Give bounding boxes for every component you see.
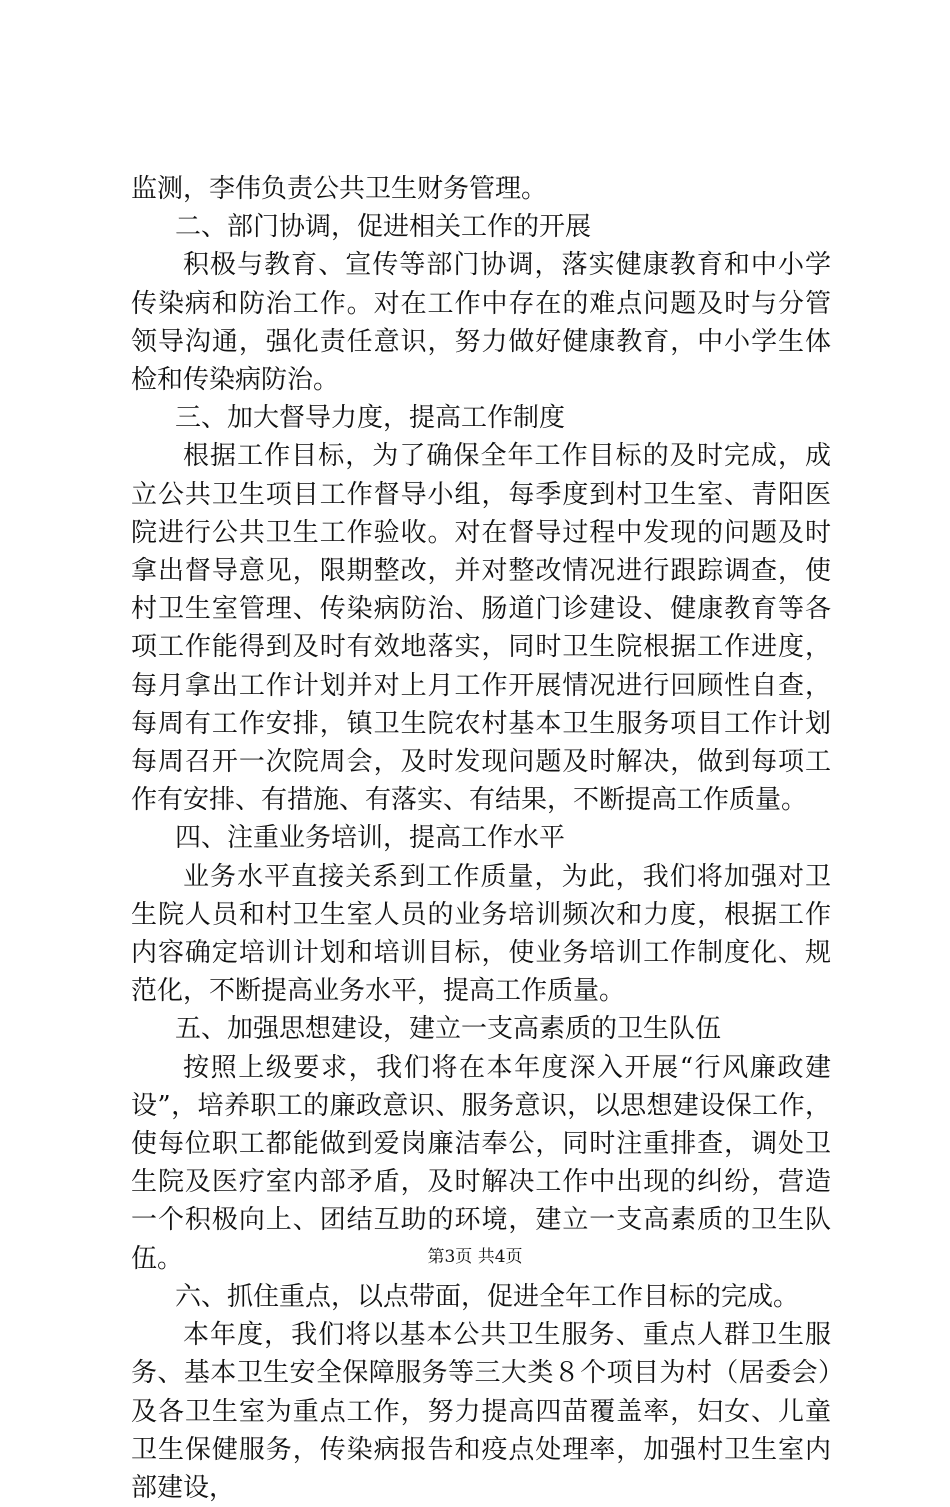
- section-heading-6: 六、抓住重点，以点带面，促进全年工作目标的完成。: [175, 1281, 800, 1312]
- section-heading-3: 三、加大督导力度，提高工作制度: [175, 403, 566, 434]
- paragraph: 积极与教育、宣传等部门协调，落实健康教育和中小学传染病和防治工作。对在工作中存在的难点问题及时与分管领导沟通，强化责任意识，努力做好健康教育，中小学生体检和传染病防治。: [131, 250, 831, 396]
- section-heading-5: 五、加强思想建设，建立一支高素质的卫生队伍: [175, 1014, 722, 1045]
- section-heading-4: 四、注重业务培训，提高工作水平: [175, 823, 566, 854]
- section-heading-2: 二、部门协调，促进相关工作的开展: [175, 212, 592, 243]
- paragraph: 业务水平直接关系到工作质量，为此，我们将加强对卫生院人员和村卫生室人员的业务培训频次和力度，根据工作内容确定培训计划和培训目标，使业务培训工作制度化、规范化，不断提高业务水平，提高工作质量。: [131, 861, 831, 1007]
- document-body: [131, 170, 831, 1507]
- page-number-footer: 第3页 共4页: [427, 1247, 523, 1267]
- paragraph: 本年度，我们将以基本公共卫生服务、重点人群卫生服务、基本卫生安全保障服务等三大类８个项目为村（居委会）及各卫生室为重点工作，努力提高四苗覆盖率，妇女、儿童卫生保健服务，传染病报告和疫点处理率，加强村卫生室内部建设，: [131, 1320, 831, 1503]
- paragraph-continued: 监测，李伟负责公共卫生财务管理。: [131, 174, 548, 204]
- paragraph: 根据工作目标，为了确保全年工作目标的及时完成，成立公共卫生项目工作督导小组，每季度到村卫生室、青阳医院进行公共卫生工作验收。对在督导过程中发现的问题及时拿出督导意见，限期整改，并对整改情况进行跟踪调查，使村卫生室管理、传染病防治、肠道门诊建设、健康教育等各项工作能得到及时有效地落实，同时卫生院根据工作进度，每月拿出工作计划并对上月工作开展情况进行回顾性自查，每周有工作安排，镇卫生院农村基本卫生服务项目工作计划每周召开一次院周会，及时发现问题及时解决，做到每项工作有安排、有措施、有落实、有结果，不断提高工作质量。: [131, 441, 831, 816]
- paragraph: 按照上级要求，我们将在本年度深入开展“行风廉政建设”，培养职工的廉政意识、服务意识，以思想建设保工作，使每位职工都能做到爱岗廉洁奉公，同时注重排查，调处卫生院及医疗室内部矛盾，及时解决工作中出现的纠纷，营造一个积极向上、团结互助的环境，建立一支高素质的卫生队伍。: [131, 1052, 831, 1274]
